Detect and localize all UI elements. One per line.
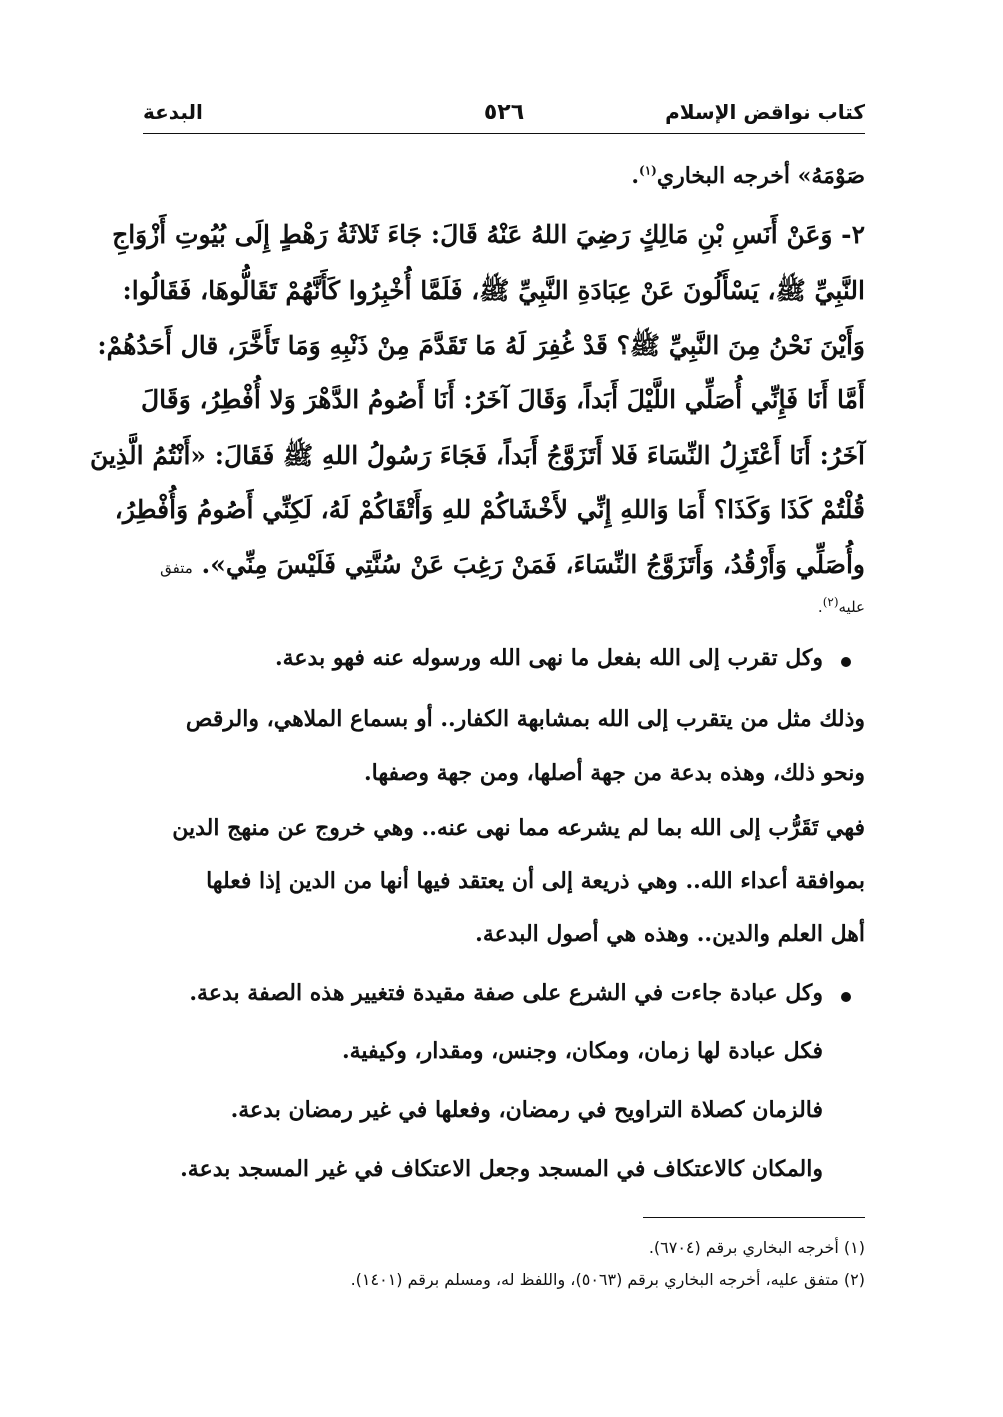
footnote-ref-2: (٢): [822, 595, 839, 609]
hadith-line: ٢- وَعَنْ أَنَسِ بْنِ مَالِكٍ رَضِيَ اللهُ عَنْهُ قَالَ: جَاءَ ثَلاثَةُ رَهْطٍ إِلَى بُيُوتِ أَزْوَاجِ: [112, 220, 865, 249]
continuation-line: صَوْمَهُ» أخرجه البخاري$^{(١)}$.: [631, 163, 865, 189]
bullet-item: وكل عبادة جاءت في الشرع على صفة مقيدة فتغيير هذه الصفة بدعة.: [189, 980, 823, 1006]
hadith-attribution-cont: عليه$^{(٢)}$.: [817, 595, 865, 616]
bullet-marker: [841, 657, 851, 667]
sub-paragraph-line: والمكان كالاعتكاف في المسجد وجعل الاعتكاف في غير المسجد بدعة.: [180, 1156, 823, 1182]
footnote-ref-1: (١): [639, 163, 657, 178]
page-number: ٥٢٦: [483, 100, 525, 125]
paragraph-line: وذلك مثل من يتقرب إلى الله بمشابهة الكفار.. أو بسماع الملاهي، والرقص: [185, 706, 865, 732]
hadith-line: آخَرُ: أَنَا أَعْتَزِلُ النِّسَاءَ فَلا أَتَزَوَّجُ أَبَداً، فَجَاءَ رَسُولُ اللهِ ﷺ فَقَالَ: «أَنْتُمُ الَّذِينَ: [89, 441, 865, 470]
footnote-divider: [643, 1217, 865, 1218]
footnote: (١) أخرجه البخاري برقم (٦٧٠٤).: [648, 1238, 865, 1257]
hadith-line: قُلْتُمْ كَذَا وَكَذَا؟ أَمَا وَاللهِ إِنِّي لأَخْشَاكُمْ للهِ وَأَتْقَاكُمْ لَهُ، لَكِنِّي أَصُومُ وَأُفْطِرُ،: [114, 495, 865, 524]
hadith-line: أَمَّا أَنَا فَإِنِّي أُصَلِّي اللَّيْلَ أَبَداً، وَقَالَ آخَرُ: أَنَا أَصُومُ الدَّهْرَ وَلا أُفْطِرُ، وَقَالَ: [140, 385, 865, 414]
paragraph-line: ونحو ذلك، وهذه بدعة من جهة أصلها، ومن جهة وصفها.: [364, 760, 865, 786]
sub-paragraph-line: فالزمان كصلاة التراويح في رمضان، وفعلها في غير رمضان بدعة.: [230, 1097, 823, 1123]
hadith-line: وَأَيْنَ نَحْنُ مِنَ النَّبِيِّ ﷺ؟ قَدْ غُفِرَ لَهُ مَا تَقَدَّمَ مِنْ ذَنْبِهِ وَمَا تَأَخَّرَ، قال أَحَدُهُمْ:: [97, 331, 865, 360]
hadith-line-last: وأُصَلِّي وَأَرْقُدُ، وَأَتَزَوَّجُ النِّسَاءَ، فَمَنْ رَغِبَ عَنْ سُنَّتِي فَلَيْسَ مِنِّي». متفق: [160, 550, 865, 579]
hadith-line: النَّبِيِّ ﷺ، يَسْأَلُونَ عَنْ عِبَادَةِ النَّبِيِّ ﷺ، فَلَمَّا أُخْبِرُوا كَأَنَّهُمْ تَقَالُّوهَا، فَقَالُوا:: [122, 276, 865, 305]
footnote: (٢) متفق عليه، أخرجه البخاري برقم (٥٠٦٣)، واللفظ له، ومسلم برقم (١٤٠١).: [350, 1270, 865, 1289]
paragraph-line: أهل العلم والدين.. وهذه هي أصول البدعة.: [475, 921, 865, 947]
bullet-item: وكل تقرب إلى الله بفعل ما نهى الله ورسوله عنه فهو بدعة.: [274, 645, 823, 671]
header-divider: [143, 133, 865, 134]
chapter-title: البدعة: [143, 100, 203, 124]
paragraph-line: فهي تَقَرُّب إلى الله بما لم يشرعه مما نهى عنه.. وهي خروج عن منهج الدين: [172, 815, 865, 841]
book-title: كتاب نواقض الإسلام: [665, 100, 865, 124]
page-header: [143, 100, 865, 130]
hadith-attribution: متفق: [160, 559, 193, 577]
sub-paragraph-line: فكل عبادة لها زمان، ومكان، وجنس، ومقدار، وكيفية.: [341, 1038, 823, 1064]
paragraph-line: بموافقة أعداء الله.. وهي ذريعة إلى أن يعتقد فيها أنها من الدين إذا فعلها: [206, 868, 865, 894]
bullet-marker: [841, 992, 851, 1002]
